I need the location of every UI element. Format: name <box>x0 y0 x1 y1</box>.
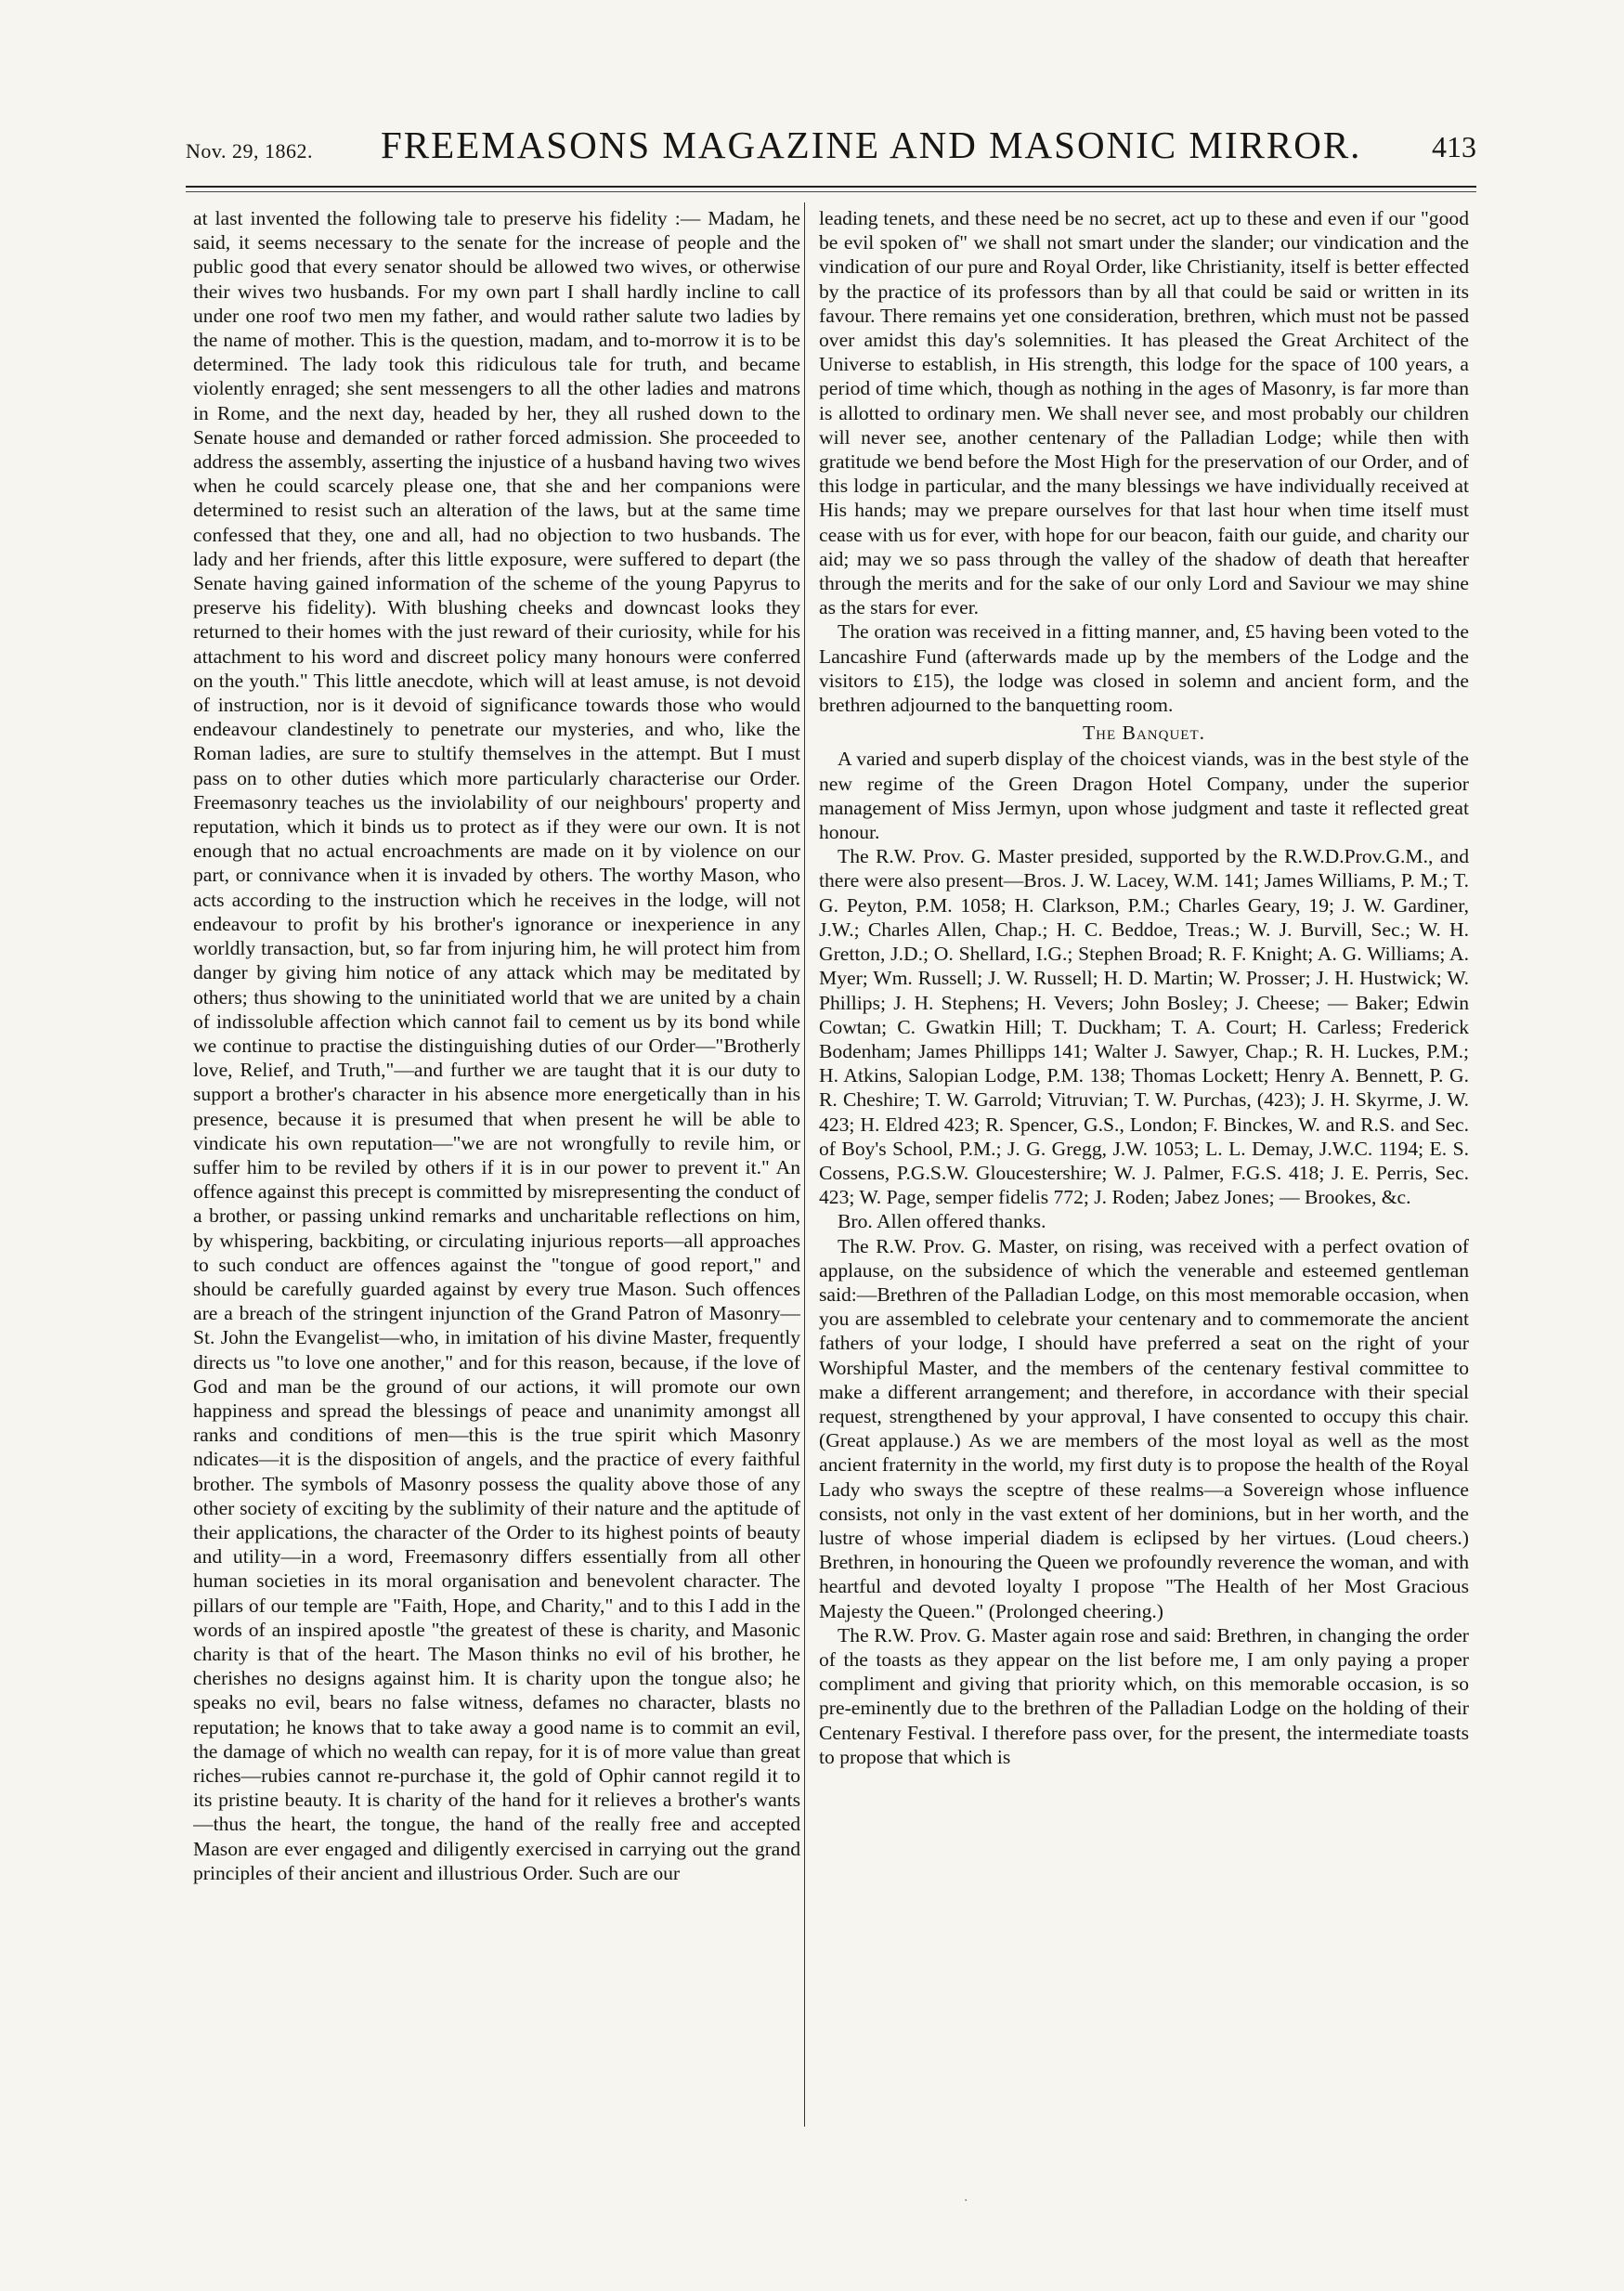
header-rule <box>186 186 1476 188</box>
article-paragraph: leading tenets, and these need be no secret, act up to these and even if our "good be evil spoken of" we shall not smart under the slander; our vindication and the vindication of our pure and Royal Order, like Christianity, itself is better effected by the practice of its professors than by all that could be said or written in its favour. There remains yet one consideration, brethren, which must not be passed over amidst this day's solemnities. It has pleased the Great Architect of the Universe to establish, in His strength, this lodge for the space of 100 years, a period of time which, though as nothing in the ages of Masonry, is far more than is allotted to ordinary men. We shall never see, and most probably our children will never see, another centenary of the Palladian Lodge; while then with gratitude we bend before the Most High for the preservation of our Order, and of this lodge in particular, and the many blessings we have individually received at His hands; may we prepare ourselves for that last hour when time itself must cease with us for ever, with hope for our beacon, faith our guide, and charity our aid; may we so pass through the valley of the shadow of death that hereafter through the merits and for the sake of our only Lord and Saviour we may shine as the stars for ever. <box>819 207 1469 619</box>
speech-paragraph: The R.W. Prov. G. Master again rose and said: Brethren, in changing the order of the toasts as they appear on the list before me, I am only paying a proper compliment and giving that priority which, on this memorable occasion, is so pre-eminently due to the brethren of the Palladian Lodge on the holding of their Centenary Festival. I therefore pass over, for the present, the intermediate toasts to propose that which is <box>819 1623 1469 1768</box>
publication-title: FREEMASONS MAGAZINE AND MASONIC MIRROR. <box>381 124 1362 166</box>
article-paragraph: at last invented the following tale to preserve his fidelity :— Madam, he said, it seems necessary to the senate for the increase of people and the public good that every senator should be allowed two wives, or otherwise their wives two husbands. For my own part I shall hardly incline to call under one roof two men my father, and would rather salute two ladies by the name of mother. This is the question, madam, and to-morrow it is to be determined. The lady took this ridiculous tale for truth, and became violently enraged; she sent messengers to all the other ladies and matrons in Rome, and the next day, headed by her, they all rushed down to the Senate house and demanded or rather forced admission. She proceeded to address the assembly, asserting the injustice of a husband having two wives when he could scarcely please one, that she and her companions were determined to resist such an alteration of the laws, but at the same time confessed that they, one and all, had no objection to two husbands. The lady and her friends, after this little exposure, were suffered to depart (the Senate having gained information of the scheme of the young Papyrus to preserve his fidelity). With blushing cheeks and downcast looks they returned to their homes with the just reward of their curiosity, while for his attachment to his word and discreet policy many honours were conferred on the youth." This little anecdote, which will at least amuse, is not devoid of instruction, nor is it devoid of significance towards those who would endeavour clandestinely to penetrate our mysteries, and who, like the Roman ladies, are sure to stultify themselves in the attempt. But I must pass on to other duties which more particularly characterise our Order. Freemasonry teaches us the inviolability of our neighbours' property and reputation, which it binds us to protect as if they were our own. It is not enough that no actual encroachments are made on it by violence on our part, or connivance when it is invaded by others. The worthy Mason, who acts according to the instruction which he receives in the lodge, will not endeavour to profit by his brother's ignorance or inexperience in any worldly transaction, but, so far from injuring him, he will protect him from danger by giving him notice of any attack which may be meditated by others; thus showing to the uninitiated world that we are united by a chain of indissoluble affection which cannot fail to cement us by its bond while we continue to practise the distinguishing duties of our Order—"Brotherly love, Relief, and Truth,"—and further we are taught that it is our duty to support a brother's character in his absence more energetically than in his presence, because it is presumed that when present he will be able to vindicate his own reputation—"we are not wrongfully to revile him, or suffer him to be reviled by others if it is in our power to prevent it." An offence against this precept is committed by misrepresenting the conduct of a brother, or passing unkind remarks and uncharitable reflections on him, by whispering, backbiting, or circulating injurious reports—all approaches to such conduct are offences against the "tongue of good report," and should be carefully guarded against by every true Mason. Such offences are a breach of the stringent injunction of the Grand Patron of Masonry—St. John the Evangelist—who, in imitation of his divine Master, frequently directs us "to love one another," and for this reason, because, if the love of God and man be the ground of our actions, it will promote our own happiness and spread the blessings of peace and unanimity amongst all ranks and conditions of men—this is the true spirit which Masonry ndicates—it is the disposition of angels, and the practice of every faithful brother. The symbols of Masonry possess the quality above those of any other society of exciting by the sublimity of their nature and the aptitude of their applications, the character of the Order to its highest points of beauty and utility—in a word, Freemasonry differs essentially from all other human societies in its moral organisation and benevolent character. The pillars of our temple are "Faith, Hope, and Charity," and to this I add in the words of an inspired apostle "the greatest of these is charity, and Masonic charity is that of the heart. The Mason thinks no evil of his brother, he cherishes no designs against him. It is charity upon the tongue also; he speaks no evil, bears no false witness, defames no character, blasts no reputation; he knows that to take away a good name is to commit an evil, the damage of which no wealth can repay, for it is of more value than great riches—rubies cannot re-purchase it, the gold of Ophir cannot regild it to its pristine beauty. It is charity of the hand for it relieves a brother's wants—thus the heart, the tongue, the hand of the really free and accepted Mason are ever engaged and diligently exercised in carrying out the grand principles of their ancient and illustrious Order. Such are our <box>193 207 800 1884</box>
article-paragraph: A varied and superb display of the choicest viands, was in the best style of the new regime of the Green Dragon Hotel Company, under the superior management of Miss Jermyn, upon whose judgment and taste it reflected great honour. <box>819 748 1469 844</box>
print-mark: · <box>964 2193 968 2208</box>
header-rule-thin <box>186 191 1476 192</box>
left-column <box>193 206 800 2147</box>
issue-date: Nov. 29, 1862. <box>186 139 313 163</box>
page-header <box>186 123 1476 175</box>
speech-paragraph: The R.W. Prov. G. Master, on rising, was received with a perfect ovation of applause, on the subsidence of which the venerable and esteemed gentleman said:—Brethren of the Palladian Lodge, on this most memorable occasion, when you are assembled to celebrate your centenary and to commemorate the ancient fathers of your lodge, I should have preferred a seat on the right of your Worshipful Master, and the members of the centenary festival committee to make a different arrangement; and therefore, in accordance with their special request, strengthened by your approval, I have consented to occupy this chair. (Great applause.) As we are members of the most loyal as well as the most ancient fraternity in the world, my first duty is to propose the health of the Royal Lady who sways the sceptre of these realms—a Sovereign whose influence consists, not only in the vast extent of her dominions, but in her worth, and the lustre of whose imperial diadem is eclipsed by her virtues. (Loud cheers.) Brethren, in honouring the Queen we profoundly reverence the woman, and with heartful and devoted loyalty I propose "The Health of her Most Gracious Majesty the Queen." (Prolonged cheering.) <box>819 1234 1469 1622</box>
article-paragraph: The oration was received in a fitting manner, and, £5 having been voted to the Lancashire Fund (afterwards made up by the members of the Lodge and the visitors to £15), the lodge was closed in solemn and ancient form, and the brethren adjourned to the banquetting room. <box>819 620 1469 717</box>
column-divider <box>804 202 805 2127</box>
right-column <box>819 206 1469 2147</box>
article-paragraph: Bro. Allen offered thanks. <box>838 1210 1046 1233</box>
section-heading-banquet: The Banquet. <box>1082 722 1206 745</box>
page-number: 413 <box>1432 130 1476 163</box>
attendance-list: The R.W. Prov. G. Master presided, supported by the R.W.D.Prov.G.M., and there were also present—Bros. J. W. Lacey, W.M. 141; James Williams, P. M.; T. G. Peyton, P.M. 1058; H. Clarkson, P.M.; Charles Geary, 19; J. W. Gardiner, J.W.; Charles Allen, Chap.; H. C. Beddoe, Treas.; W. J. Burvill, Sec.; W. H. Gretton, J.D.; O. Shellard, I.G.; Stephen Broad; R. F. Knight; A. G. Williams; A. Myer; Wm. Russell; J. W. Russell; H. D. Martin; W. Prosser; J. H. Hustwick; W. Phillips; J. H. Stephens; H. Vevers; John Bosley; J. Cheese; — Baker; Edwin Cowtan; C. Gwatkin Hill; T. Duckham; T. A. Court; H. Carless; Frederick Bodenham; James Phillipps 141; Walter J. Sawyer, Chap.; R. H. Luckes, P.M.; H. Atkins, Salopian Lodge, P.M. 138; Thomas Lockett; Henry A. Bennett, P. G. R. Cheshire; T. W. Garrold; Vitruvian; T. W. Purchas, (423); J. H. Skyrme, J. W. 423; H. Eldred 423; R. Spencer, G.S., London; F. Binckes, W. and R.S. and Sec. of Boy's School, P.M.; J. G. Gregg, J.W. 1053; L. L. Demay, J.W.C. 1194; E. S. Cossens, P.G.S.W. Gloucestershire; W. J. Palmer, F.G.S. 418; J. E. Perris, Sec. 423; W. Page, semper fidelis 772; J. Roden; Jabez Jones; — Brookes, &c. <box>819 845 1469 1209</box>
